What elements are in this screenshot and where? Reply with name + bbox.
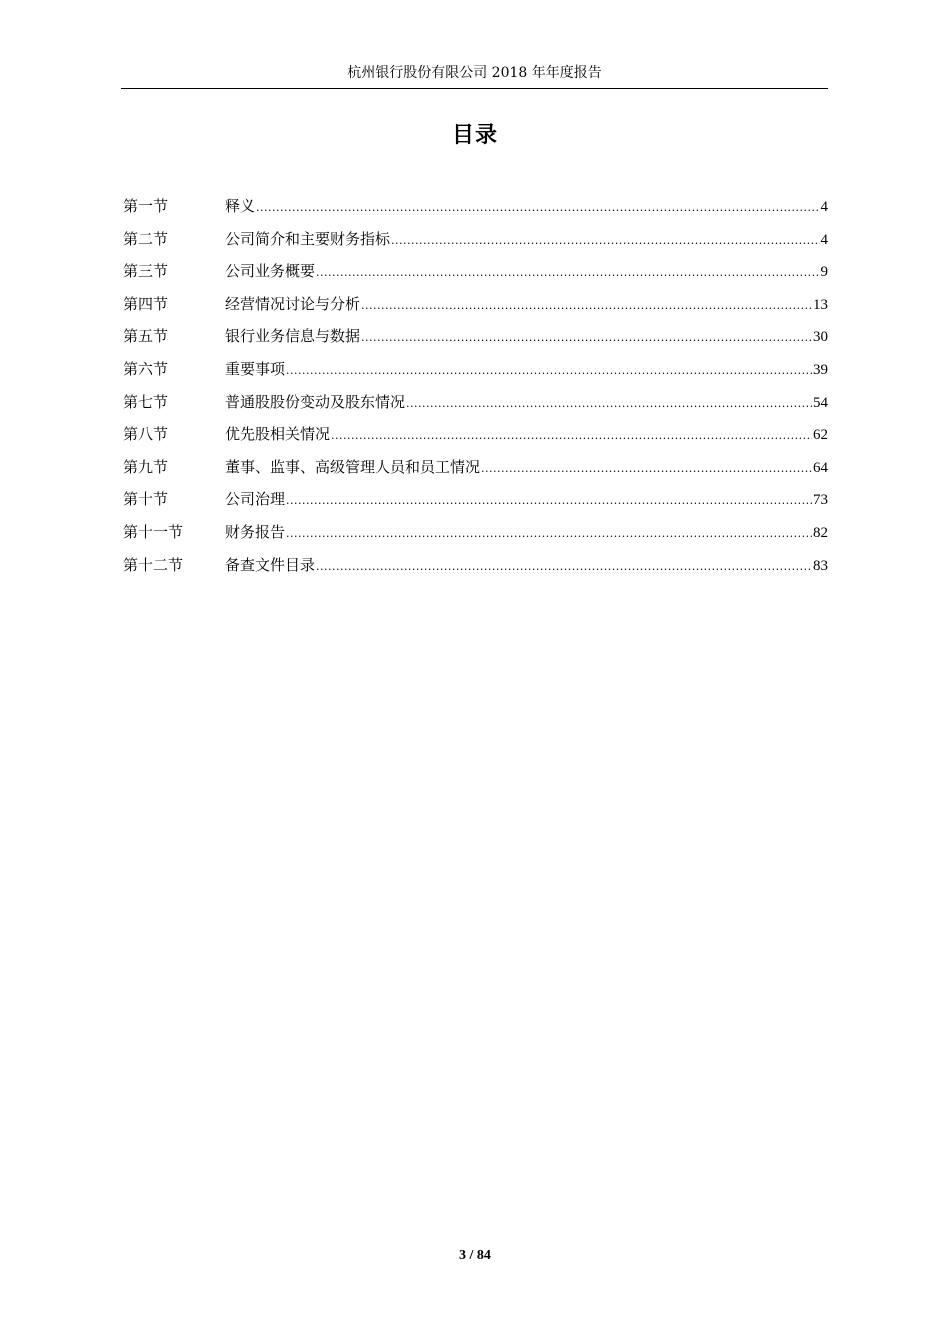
toc-section-title: 公司治理 <box>225 490 286 509</box>
page-number-footer: 3 / 84 <box>459 1248 491 1263</box>
toc-section-title: 释义 <box>225 197 256 215</box>
toc-section-title: 财务报告 <box>225 522 286 541</box>
toc-section-number: 第十一节 <box>123 522 184 541</box>
toc-page-number: 4 <box>820 231 828 248</box>
toc-entry[interactable] <box>123 420 828 453</box>
page-header: 杭州银行股份有限公司 2018 年年度报告 <box>121 62 828 89</box>
toc-section-number: 第四节 <box>123 294 169 313</box>
toc-page-number: 4 <box>820 199 828 215</box>
toc-section-number: 第一节 <box>123 197 169 215</box>
toc-section-title: 银行业务信息与数据 <box>225 327 361 346</box>
toc-entry[interactable] <box>123 192 828 225</box>
toc-section-number: 第二节 <box>123 229 169 248</box>
toc-section-title: 重要事项 <box>225 359 286 378</box>
toc-section-number: 第十节 <box>123 490 169 509</box>
toc-leader-dots <box>286 520 812 548</box>
toc-section-number: 第六节 <box>123 359 169 378</box>
toc-page-number: 13 <box>813 296 828 313</box>
toc-leader-dots <box>286 357 812 385</box>
toc-leader-dots <box>316 553 812 581</box>
toc-section-title: 董事、监事、高级管理人员和员工情况 <box>225 457 481 476</box>
toc-entry[interactable] <box>123 290 828 323</box>
toc-leader-dots <box>331 422 812 450</box>
toc-leader-dots <box>361 324 812 352</box>
toc-entry[interactable] <box>123 551 828 584</box>
toc-entry[interactable] <box>123 257 828 290</box>
toc-section-number: 第十二节 <box>123 555 184 574</box>
toc-page-number: 64 <box>813 459 828 476</box>
toc-leader-dots <box>286 487 812 515</box>
toc-leader-dots <box>256 194 819 222</box>
toc-leader-dots <box>391 227 819 255</box>
toc-leader-dots <box>406 390 812 418</box>
toc-entry[interactable] <box>123 485 828 518</box>
toc-page-number: 83 <box>813 557 828 574</box>
toc-section-title: 备查文件目录 <box>225 555 316 574</box>
toc-page-number: 62 <box>813 427 828 444</box>
toc-page-number: 82 <box>813 524 828 541</box>
toc-section-title: 公司简介和主要财务指标 <box>225 229 391 248</box>
toc-section-title: 公司业务概要 <box>225 262 316 281</box>
toc-page-number: 73 <box>813 492 828 509</box>
toc-leader-dots <box>361 292 812 320</box>
toc-section-title: 经营情况讨论与分析 <box>225 294 361 313</box>
toc-leader-dots <box>481 455 812 483</box>
toc-entry[interactable] <box>123 225 828 258</box>
toc-section-number: 第八节 <box>123 425 169 444</box>
toc-entry[interactable] <box>123 322 828 355</box>
toc-page-number: 30 <box>813 329 828 346</box>
toc-section-number: 第五节 <box>123 327 169 346</box>
table-of-contents <box>123 192 828 583</box>
toc-entry[interactable] <box>123 453 828 486</box>
toc-leader-dots <box>316 259 819 287</box>
page-title: 目录 <box>451 122 498 148</box>
toc-page-number: 54 <box>813 394 828 411</box>
toc-entry[interactable] <box>123 518 828 551</box>
toc-entry[interactable] <box>123 388 828 421</box>
toc-entry[interactable] <box>123 355 828 388</box>
toc-section-title: 优先股相关情况 <box>225 425 331 444</box>
toc-section-title: 普通股股份变动及股东情况 <box>225 392 406 411</box>
toc-section-number: 第九节 <box>123 457 169 476</box>
toc-section-number: 第三节 <box>123 262 169 281</box>
toc-section-number: 第七节 <box>123 392 169 411</box>
toc-page-number: 9 <box>820 264 828 281</box>
toc-page-number: 39 <box>813 361 828 378</box>
